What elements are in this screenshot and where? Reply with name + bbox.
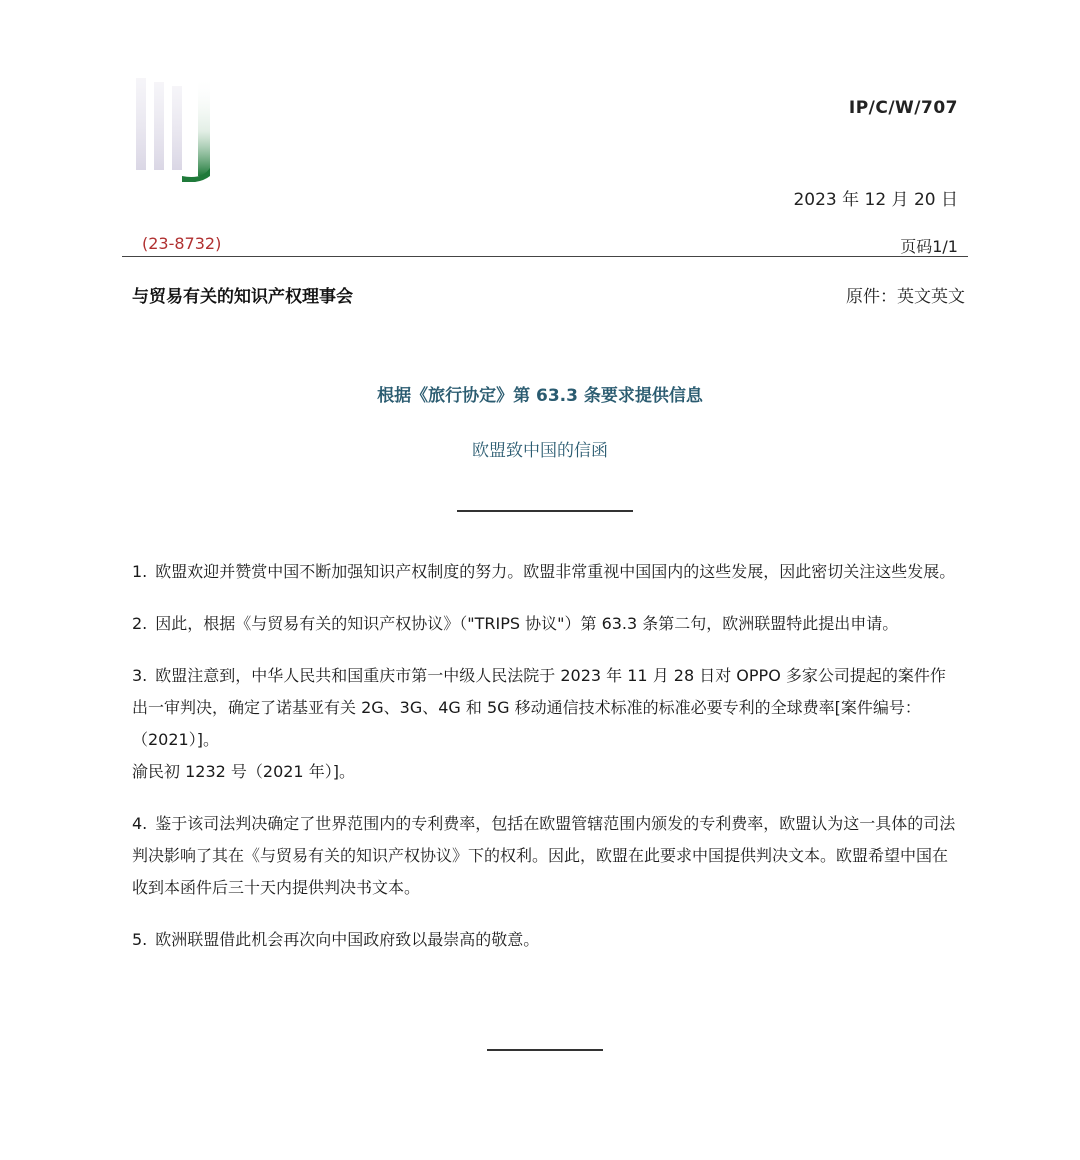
paragraph-text: 鉴于该司法判决确定了世界范围内的专利费率，包括在欧盟管辖范围内颁发的专利费率，欧盟认为这一具体的司法判决影响了其在《与贸易有关的知识产权协议》下的权利。因此，欧盟在此要求中国提供判决文本。欧盟希望中国在收到本函件后三十天内提供判决书文本。 bbox=[132, 814, 956, 897]
divider-top bbox=[457, 510, 633, 512]
paragraph-number: 5. bbox=[132, 930, 148, 949]
paragraph-text: 因此，根据《与贸易有关的知识产权协议》（"TRIPS 协议"）第 63.3 条第二句，欧洲联盟特此提出申请。 bbox=[155, 614, 899, 633]
document-symbol: IP/C/W/707 bbox=[848, 98, 958, 118]
paragraph-1 bbox=[132, 556, 960, 588]
paragraph-extra-line: 渝民初 1232 号（2021 年）]。 bbox=[132, 762, 355, 781]
paragraph-3 bbox=[132, 660, 960, 788]
document-title: 根据《旅行协定》第 63.3 条要求提供信息 bbox=[377, 386, 703, 406]
paragraph-number: 4. bbox=[132, 814, 148, 833]
original-language: 原件：英文英文 bbox=[846, 287, 965, 307]
paragraph-text: 欧盟欢迎并赞赏中国不断加强知识产权制度的努力。欧盟非常重视中国国内的这些发展，因此密切关注这些发展。 bbox=[155, 562, 956, 581]
paragraph-2 bbox=[132, 608, 960, 640]
paragraph-4 bbox=[132, 808, 960, 904]
paragraph-number: 2. bbox=[132, 614, 148, 633]
paragraph-number: 3. bbox=[132, 666, 148, 685]
reference-row bbox=[122, 234, 968, 257]
wto-logo-icon bbox=[132, 72, 214, 182]
reference-number: (23-8732) bbox=[142, 234, 222, 253]
document-subtitle: 欧盟致中国的信函 bbox=[472, 441, 608, 461]
page-number: 页码1/1 bbox=[900, 237, 958, 256]
document-body bbox=[132, 556, 960, 976]
council-name: 与贸易有关的知识产权理事会 bbox=[132, 287, 353, 307]
paragraph-number: 1. bbox=[132, 562, 148, 581]
document-date: 2023 年 12 月 20 日 bbox=[793, 190, 958, 210]
paragraph-text: 欧盟注意到，中华人民共和国重庆市第一中级人民法院于 2023 年 11 月 28 日对 OPPO 多家公司提起的案件作出一审判决，确定了诺基亚有关 2G、3G、4G 和 5G 移动通信技术标准的标准必要专利的全球费率[案件编号：（2021）]。 bbox=[132, 666, 946, 749]
divider-bottom bbox=[487, 1049, 603, 1051]
paragraph-text: 欧洲联盟借此机会再次向中国政府致以最崇高的敬意。 bbox=[155, 930, 540, 949]
paragraph-5 bbox=[132, 924, 960, 956]
